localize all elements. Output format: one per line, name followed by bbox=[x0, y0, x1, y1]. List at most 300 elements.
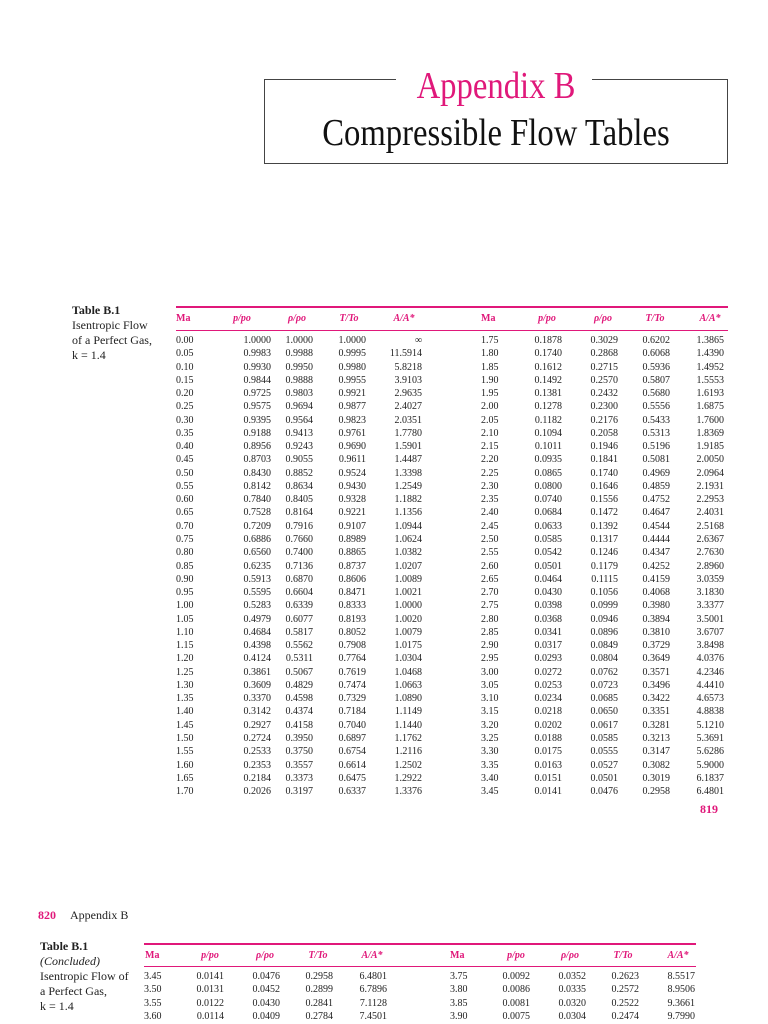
table-cell: 0.9888 bbox=[285, 374, 313, 386]
table-cell: 0.9995 bbox=[338, 348, 366, 360]
table-cell: 0.9921 bbox=[338, 388, 366, 400]
table-cell: 0.1246 bbox=[590, 547, 618, 559]
table-cell: 0.3142 bbox=[243, 706, 271, 718]
table-cell: 0.8471 bbox=[338, 587, 366, 599]
table-cell: 0.0317 bbox=[534, 640, 562, 652]
column-header-temperature-ratio: T/To bbox=[645, 313, 665, 324]
table-caption-concluded: (Concluded) bbox=[40, 954, 100, 968]
table-cell: 1.95 bbox=[481, 388, 499, 400]
table-cell: 0.9690 bbox=[338, 441, 366, 453]
table-cell: 2.0964 bbox=[696, 467, 724, 479]
table-cell: 0.0452 bbox=[252, 984, 280, 996]
table-cell: 0.6604 bbox=[285, 587, 313, 599]
table-cell: 1.40 bbox=[176, 706, 194, 718]
table-cell: 0.0617 bbox=[590, 719, 618, 731]
column-header-pressure-ratio: p/po bbox=[201, 950, 219, 961]
temperature-ratio-column bbox=[579, 970, 639, 1023]
table-cell: 0.1472 bbox=[590, 507, 618, 519]
table-cell: 2.1931 bbox=[696, 480, 724, 492]
table-cell: 2.45 bbox=[481, 520, 499, 532]
table-cell: 0.1878 bbox=[534, 335, 562, 346]
table-cell: 0.2958 bbox=[305, 971, 333, 982]
table-cell: 0.2058 bbox=[590, 427, 618, 439]
table-cell: 0.9761 bbox=[338, 427, 366, 439]
table-cell: 0.4544 bbox=[642, 520, 670, 532]
table-cell: 0.4752 bbox=[642, 494, 670, 506]
table-cell: 3.05 bbox=[481, 679, 499, 691]
table-cell: 1.2502 bbox=[394, 759, 422, 771]
table-cell: 0.0141 bbox=[196, 971, 224, 982]
table-cell: 0.4252 bbox=[642, 560, 670, 572]
table-cell: 6.7896 bbox=[359, 984, 387, 996]
table-cell: 0.0253 bbox=[534, 679, 562, 691]
column-header-area-ratio: A/A* bbox=[699, 313, 721, 324]
column-header-ma: Ma bbox=[450, 950, 465, 961]
table-caption-line: of a Perfect Gas, bbox=[72, 333, 152, 347]
table-cell: 1.30 bbox=[176, 679, 194, 691]
table-cell: 0.0501 bbox=[590, 772, 618, 784]
table-cell: 0.35 bbox=[176, 427, 194, 439]
table-cell: 0.60 bbox=[176, 494, 194, 506]
table-cell: 0.80 bbox=[176, 547, 194, 559]
table-cell: 0.6754 bbox=[338, 746, 366, 758]
footer-page-number: 820 bbox=[38, 908, 56, 922]
table-cell: 2.60 bbox=[481, 560, 499, 572]
table-cell: 0.3029 bbox=[590, 335, 618, 346]
table-cell: 0.9983 bbox=[243, 348, 271, 360]
table-cell: 0.3750 bbox=[285, 746, 313, 758]
table-cell: 4.8838 bbox=[696, 706, 724, 718]
table-cell: 0.0762 bbox=[590, 666, 618, 678]
table-cell: 1.05 bbox=[176, 613, 194, 625]
column-header-ma: Ma bbox=[176, 313, 191, 324]
table-cell: 1.90 bbox=[481, 374, 499, 386]
table-cell: 6.4801 bbox=[359, 971, 387, 982]
table-cell: 1.50 bbox=[176, 732, 194, 744]
area-ratio-column bbox=[327, 970, 387, 1023]
table-cell: 2.0351 bbox=[394, 414, 422, 426]
column-header-pressure-ratio: p/po bbox=[538, 313, 556, 324]
table-cell: 2.50 bbox=[481, 533, 499, 545]
column-header-pressure-ratio: p/po bbox=[233, 313, 251, 324]
table-cell: 0.1492 bbox=[534, 374, 562, 386]
table-cell: 0.0141 bbox=[534, 786, 562, 798]
table-cell: 0.8193 bbox=[338, 613, 366, 625]
table-cell: 0.0131 bbox=[196, 984, 224, 996]
table-cell: 0.5680 bbox=[642, 388, 670, 400]
table-cell: 1.0624 bbox=[394, 533, 422, 545]
table-cell: 1.75 bbox=[481, 335, 499, 346]
table-cell: 1.0000 bbox=[394, 600, 422, 612]
table-cell: 0.7660 bbox=[285, 533, 313, 545]
table-cell: 2.5168 bbox=[696, 520, 724, 532]
table-cell: 0.1740 bbox=[534, 348, 562, 360]
table-cell: 0.0335 bbox=[558, 984, 586, 996]
density-ratio-column bbox=[558, 334, 618, 798]
table-cell: 1.35 bbox=[176, 693, 194, 705]
table-cell: 1.0663 bbox=[394, 679, 422, 691]
table-cell: 0.0092 bbox=[502, 971, 530, 982]
table-cell: 1.6875 bbox=[696, 401, 724, 413]
table-cell: 0.00 bbox=[176, 335, 194, 346]
table-cell: 4.6573 bbox=[696, 693, 724, 705]
table-cell: 0.2474 bbox=[611, 1010, 639, 1022]
column-header-pressure-ratio: p/po bbox=[507, 950, 525, 961]
table-cell: 0.0585 bbox=[534, 533, 562, 545]
table-cell: 1.0890 bbox=[394, 693, 422, 705]
table-cell: 0.50 bbox=[176, 467, 194, 479]
table-cell: 0.8865 bbox=[338, 547, 366, 559]
column-header-temperature-ratio: T/To bbox=[339, 313, 359, 324]
table-cell: 3.80 bbox=[450, 984, 468, 996]
table-cell: 0.9564 bbox=[285, 414, 313, 426]
table-cell: 0.7329 bbox=[338, 693, 366, 705]
table-cell: 0.6560 bbox=[243, 547, 271, 559]
table-cell: 0.85 bbox=[176, 560, 194, 572]
table-cell: 0.8164 bbox=[285, 507, 313, 519]
table-cell: 0.0865 bbox=[534, 467, 562, 479]
table-cell: 1.0079 bbox=[394, 626, 422, 638]
table-cell: 0.0527 bbox=[590, 759, 618, 771]
table-cell: 0.9188 bbox=[243, 427, 271, 439]
table-cell: 0.8405 bbox=[285, 494, 313, 506]
table-cell: 1.0944 bbox=[394, 520, 422, 532]
table-cell: 0.9611 bbox=[338, 454, 366, 466]
table-cell: 8.9506 bbox=[667, 984, 695, 996]
column-header-temperature-ratio: T/To bbox=[308, 950, 328, 961]
table-cell: 0.2184 bbox=[243, 772, 271, 784]
table-cell: 5.8218 bbox=[394, 361, 422, 373]
table-cell: 0.1115 bbox=[591, 573, 618, 585]
table-cell: 1.6193 bbox=[696, 388, 724, 400]
area-ratio-column bbox=[362, 334, 422, 798]
table-cell: 2.4027 bbox=[394, 401, 422, 413]
table-cell: 0.3082 bbox=[642, 759, 670, 771]
table-cell: 0.4829 bbox=[285, 679, 313, 691]
table-cell: 1.20 bbox=[176, 653, 194, 665]
table-cell: 0.0849 bbox=[590, 640, 618, 652]
table-cell: 3.9103 bbox=[394, 374, 422, 386]
table-cell: 1.1149 bbox=[394, 706, 422, 718]
table-cell: 0.2724 bbox=[243, 732, 271, 744]
table-cell: 1.1882 bbox=[394, 494, 422, 506]
table-cell: 3.75 bbox=[450, 971, 468, 982]
table-cell: 0.4124 bbox=[243, 653, 271, 665]
table-cell: 0.9524 bbox=[338, 467, 366, 479]
table-cell: 0.8142 bbox=[243, 480, 271, 492]
table-cell: 0.4158 bbox=[285, 719, 313, 731]
table-cell: 3.8498 bbox=[696, 640, 724, 652]
table-cell: 1.0382 bbox=[394, 547, 422, 559]
table-cell: 1.9185 bbox=[696, 441, 724, 453]
table-cell: 0.2026 bbox=[243, 786, 271, 798]
table-cell: 0.0188 bbox=[534, 732, 562, 744]
table-cell: 0.0501 bbox=[534, 560, 562, 572]
table-cell: 5.9000 bbox=[696, 759, 724, 771]
table-cell: 0.0476 bbox=[590, 786, 618, 798]
table-cell: 0.7400 bbox=[285, 547, 313, 559]
table-cell: ∞ bbox=[414, 335, 422, 346]
table-cell: 0.5433 bbox=[642, 414, 670, 426]
table-cell: 0.9950 bbox=[285, 361, 313, 373]
table-cell: 0.2533 bbox=[243, 746, 271, 758]
table-cell: 9.3661 bbox=[667, 997, 695, 1009]
table-cell: 1.70 bbox=[176, 786, 194, 798]
table-cell: 0.9823 bbox=[338, 414, 366, 426]
table-cell: 0.7916 bbox=[285, 520, 313, 532]
table-cell: 0.3557 bbox=[285, 759, 313, 771]
table-cell: 3.15 bbox=[481, 706, 499, 718]
table-cell: 0.2958 bbox=[642, 786, 670, 798]
column-header-density-ratio: ρ/ρo bbox=[255, 950, 275, 961]
table-cell: 0.0320 bbox=[558, 997, 586, 1009]
table-cell: 5.6286 bbox=[696, 746, 724, 758]
table-cell: 3.30 bbox=[481, 746, 499, 758]
table-cell: 0.5817 bbox=[285, 626, 313, 638]
table-cell: 2.25 bbox=[481, 467, 499, 479]
table-cell: 0.70 bbox=[176, 520, 194, 532]
table-cell: 0.55 bbox=[176, 480, 194, 492]
table-cell: 0.7619 bbox=[338, 666, 366, 678]
table-cell: 0.7908 bbox=[338, 640, 366, 652]
table-cell: 0.9107 bbox=[338, 520, 366, 532]
table-cell: 0.9980 bbox=[338, 361, 366, 373]
table-cell: 1.7780 bbox=[394, 427, 422, 439]
table-cell: 0.9844 bbox=[243, 374, 271, 386]
table-cell: 0.8737 bbox=[338, 560, 366, 572]
table-cell: 0.2784 bbox=[305, 1010, 333, 1022]
table-cell: 2.00 bbox=[481, 401, 499, 413]
table-cell: 0.6870 bbox=[285, 573, 313, 585]
table-cell: 0.3609 bbox=[243, 679, 271, 691]
table-cell: 0.1278 bbox=[534, 401, 562, 413]
table-cell: 0.9803 bbox=[285, 388, 313, 400]
table-cell: 0.9575 bbox=[243, 401, 271, 413]
table-cell: 0.2300 bbox=[590, 401, 618, 413]
table-cell: 0.7528 bbox=[243, 507, 271, 519]
table-cell: 1.0304 bbox=[394, 653, 422, 665]
table-cell: 0.2432 bbox=[590, 388, 618, 400]
table-cell: 2.2953 bbox=[696, 494, 724, 506]
table-cell: 0.0476 bbox=[252, 971, 280, 982]
table-cell: 3.1830 bbox=[696, 587, 724, 599]
table-cell: 2.85 bbox=[481, 626, 499, 638]
area-ratio-column bbox=[635, 970, 695, 1023]
table-cell: 0.5913 bbox=[243, 573, 271, 585]
table-cell: 0.5081 bbox=[642, 454, 670, 466]
table-cell: 2.7630 bbox=[696, 547, 724, 559]
table-cell: 0.1740 bbox=[590, 467, 618, 479]
table-cell: 0.4444 bbox=[642, 533, 670, 545]
temperature-ratio-column bbox=[306, 334, 366, 798]
table-cell: 0.6886 bbox=[243, 533, 271, 545]
density-ratio-column bbox=[526, 970, 586, 1023]
temperature-ratio-column bbox=[273, 970, 333, 1023]
table-cell: 0.1317 bbox=[590, 533, 618, 545]
table-cell: 0.3213 bbox=[642, 732, 670, 744]
table-cell: 0.1056 bbox=[590, 587, 618, 599]
table-cell: 9.7990 bbox=[667, 1010, 695, 1022]
table-top-rule bbox=[144, 943, 696, 945]
table-cell: 1.2922 bbox=[394, 772, 422, 784]
pressure-ratio-column bbox=[502, 334, 562, 798]
table-cell: 0.7474 bbox=[338, 679, 366, 691]
table-cell: 0.9221 bbox=[338, 507, 366, 519]
area-ratio-column bbox=[664, 334, 724, 798]
table-cell: 0.5936 bbox=[642, 361, 670, 373]
table-cell: 0.2623 bbox=[611, 971, 639, 982]
table-cell: 0.0585 bbox=[590, 732, 618, 744]
table-cell: 0.3980 bbox=[642, 600, 670, 612]
table-cell: 0.3894 bbox=[642, 613, 670, 625]
table-cell: 2.40 bbox=[481, 507, 499, 519]
table-cell: 0.0075 bbox=[502, 1010, 530, 1022]
table-cell: 0.4969 bbox=[642, 467, 670, 479]
table-caption-title: Table B.1 bbox=[40, 939, 89, 953]
pressure-ratio-column bbox=[470, 970, 530, 1023]
table-cell: 0.0935 bbox=[534, 454, 562, 466]
table-cell: 3.40 bbox=[481, 772, 499, 784]
table-cell: 0.3422 bbox=[642, 693, 670, 705]
table-cell: 0.9413 bbox=[285, 427, 313, 439]
table-cell: 0.4374 bbox=[285, 706, 313, 718]
table-cell: 1.2116 bbox=[394, 746, 422, 758]
table-cell: 0.3370 bbox=[243, 693, 271, 705]
table-cell: 0.0542 bbox=[534, 547, 562, 559]
table-cell: 0.95 bbox=[176, 587, 194, 599]
table-cell: 1.25 bbox=[176, 666, 194, 678]
table-cell: 0.0368 bbox=[534, 613, 562, 625]
table-cell: 2.55 bbox=[481, 547, 499, 559]
table-cell: 0.0114 bbox=[196, 1010, 224, 1022]
table-cell: 2.6367 bbox=[696, 533, 724, 545]
table-cell: 0.3649 bbox=[642, 653, 670, 665]
table-cell: 0.0234 bbox=[534, 693, 562, 705]
table-cell: 0.0740 bbox=[534, 494, 562, 506]
table-cell: 1.15 bbox=[176, 640, 194, 652]
table-cell: 3.85 bbox=[450, 997, 468, 1009]
table-cell: 0.4159 bbox=[642, 573, 670, 585]
table-cell: 0.1612 bbox=[534, 361, 562, 373]
table-cell: 2.90 bbox=[481, 640, 499, 652]
table-cell: 0.2353 bbox=[243, 759, 271, 771]
table-cell: 0.4068 bbox=[642, 587, 670, 599]
table-cell: 0.4979 bbox=[243, 613, 271, 625]
table-cell: 0.1556 bbox=[590, 494, 618, 506]
table-cell: 0.1094 bbox=[534, 427, 562, 439]
table-cell: 0.0175 bbox=[534, 746, 562, 758]
density-ratio-column bbox=[253, 334, 313, 798]
table-cell: 1.0000 bbox=[338, 335, 366, 346]
table-cell: 0.6897 bbox=[338, 732, 366, 744]
table-cell: 0.9877 bbox=[338, 401, 366, 413]
table-cell: 1.0000 bbox=[285, 335, 313, 346]
table-cell: 0.3950 bbox=[285, 732, 313, 744]
table-cell: 6.4801 bbox=[696, 786, 724, 798]
table-cell: 3.6707 bbox=[696, 626, 724, 638]
table-cell: 0.8430 bbox=[243, 467, 271, 479]
page-number: 819 bbox=[700, 802, 718, 816]
table-header-rule bbox=[176, 330, 728, 331]
table-cell: 0.7840 bbox=[243, 494, 271, 506]
table-cell: 0.7040 bbox=[338, 719, 366, 731]
table-cell: 0.0430 bbox=[534, 587, 562, 599]
table-cell: 0.0800 bbox=[534, 480, 562, 492]
table-cell: 0.8333 bbox=[338, 600, 366, 612]
column-header-temperature-ratio: T/To bbox=[613, 950, 633, 961]
table-cell: 0.2570 bbox=[590, 374, 618, 386]
table-cell: 0.0804 bbox=[590, 653, 618, 665]
table-cell: 0.10 bbox=[176, 361, 194, 373]
table-cell: 0.0122 bbox=[196, 997, 224, 1009]
table-cell: 0.9328 bbox=[338, 494, 366, 506]
table-cell: 0.6077 bbox=[285, 613, 313, 625]
table-cell: 2.20 bbox=[481, 454, 499, 466]
table-cell: 0.75 bbox=[176, 533, 194, 545]
table-cell: 2.05 bbox=[481, 414, 499, 426]
table-caption-line: a Perfect Gas, bbox=[40, 984, 107, 998]
table-cell: 0.0430 bbox=[252, 997, 280, 1009]
table-caption bbox=[40, 939, 129, 1014]
table-cell: 0.0218 bbox=[534, 706, 562, 718]
table-caption-line: Isentropic Flow bbox=[72, 318, 148, 332]
table-cell: 6.1837 bbox=[696, 772, 724, 784]
table-cell: 0.5562 bbox=[285, 640, 313, 652]
table-cell: 0.0202 bbox=[534, 719, 562, 731]
table-cell: 1.60 bbox=[176, 759, 194, 771]
table-cell: 1.10 bbox=[176, 626, 194, 638]
table-cell: 2.35 bbox=[481, 494, 499, 506]
table-cell: 1.45 bbox=[176, 719, 194, 731]
table-cell: 0.4347 bbox=[642, 547, 670, 559]
table-cell: 0.3147 bbox=[642, 746, 670, 758]
table-cell: 0.6337 bbox=[338, 786, 366, 798]
table-cell: 0.6339 bbox=[285, 600, 313, 612]
table-cell: 0.1381 bbox=[534, 388, 562, 400]
table-cell: 11.5914 bbox=[389, 348, 422, 360]
table-cell: 0.6614 bbox=[338, 759, 366, 771]
table-cell: 0.0352 bbox=[558, 971, 586, 982]
column-header-ma: Ma bbox=[481, 313, 496, 324]
table-cell: 0.0464 bbox=[534, 573, 562, 585]
table-cell: 0.5311 bbox=[285, 653, 313, 665]
table-cell: 1.8369 bbox=[696, 427, 724, 439]
table-cell: 3.00 bbox=[481, 666, 499, 678]
table-cell: 1.4390 bbox=[696, 348, 724, 360]
table-cell: 0.1646 bbox=[590, 480, 618, 492]
table-cell: 4.0376 bbox=[696, 653, 724, 665]
table-cell: 0.7764 bbox=[338, 653, 366, 665]
table-cell: 0.9243 bbox=[285, 441, 313, 453]
table-cell: 1.65 bbox=[176, 772, 194, 784]
table-cell: 2.95 bbox=[481, 653, 499, 665]
table-cell: 2.30 bbox=[481, 480, 499, 492]
table-cell: 0.5807 bbox=[642, 374, 670, 386]
table-cell: 0.3571 bbox=[642, 666, 670, 678]
table-caption-title: Table B.1 bbox=[72, 303, 121, 317]
table-cell: 0.0650 bbox=[590, 706, 618, 718]
table-cell: 1.0000 bbox=[243, 335, 271, 346]
table-cell: 1.1356 bbox=[394, 507, 422, 519]
table-cell: 0.9930 bbox=[243, 361, 271, 373]
table-cell: 1.00 bbox=[176, 600, 194, 612]
table-cell: 0.5283 bbox=[243, 600, 271, 612]
table-cell: 1.1762 bbox=[394, 732, 422, 744]
table-cell: 0.3351 bbox=[642, 706, 670, 718]
table-cell: 3.35 bbox=[481, 759, 499, 771]
table-cell: 0.1182 bbox=[534, 414, 562, 426]
footer-running-head: Appendix B bbox=[70, 908, 129, 922]
